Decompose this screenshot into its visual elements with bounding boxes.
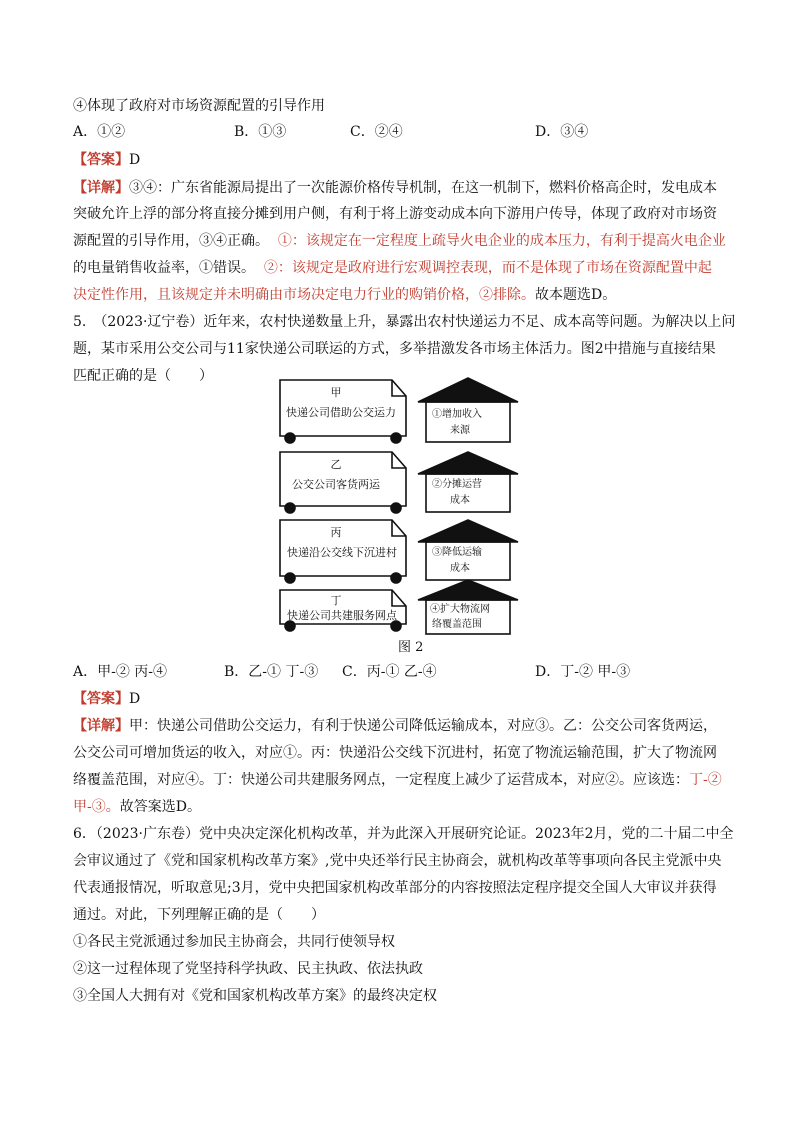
q6-stem-line-1: 6．（2023·广东卷）党中央决定深化机构改革，并为此深入开展研究论证。2023年2月，党的二十届二中全 — [73, 826, 734, 842]
q6-stem-line-4: 通过。对此，下列理解正确的是（ ） — [73, 907, 325, 923]
detail-text-highlight: ②：该规定是政府进行宏观调控表现，而不是体现了市场在资源配置中起 — [263, 260, 712, 276]
detail-text-highlight: 丁-② — [689, 772, 722, 788]
house-4-line-2: 络覆盖范围 — [432, 619, 482, 630]
truck-1-name: 甲 — [330, 386, 342, 399]
q5-option-a: A．甲-② 丙-④ — [73, 664, 168, 680]
detail-tag: 【详解】 — [73, 718, 129, 734]
detail-text: 故答案选D。 — [119, 799, 201, 815]
detail-tag: 【详解】 — [73, 180, 129, 196]
truck-2-text: 公交公司客货两运 — [292, 478, 380, 491]
q6-statement-3: ③全国人大拥有对《党和国家机构改革方案》的最终决定权 — [73, 988, 437, 1004]
q4-option-b: B．①③ — [234, 124, 287, 140]
figure-caption: 图 2 — [398, 640, 424, 655]
truck-1-text: 快递公司借助公交运力 — [286, 406, 396, 419]
truck-3-name: 丙 — [330, 526, 342, 539]
detail-text: 的电量销售收益率，①错误。 — [73, 260, 255, 276]
q4-statement-4: ④体现了政府对市场资源配置的引导作用 — [73, 98, 325, 114]
detail-text: 故本题选D。 — [535, 287, 617, 303]
q5-option-d: D．丁-② 甲-③ — [535, 664, 631, 680]
q4-answer — [73, 150, 733, 170]
q5-stem-line-3: 匹配正确的是（ ） — [73, 368, 213, 384]
truck-4-name: 丁 — [330, 594, 342, 607]
house-2-line-2: 成本 — [450, 495, 470, 506]
q4-detail-line-1 — [73, 178, 733, 198]
house-1-line-1: ①增加收入 — [432, 409, 482, 420]
q5-detail-line-3 — [73, 770, 733, 790]
q4-option-c: C．②④ — [350, 124, 403, 140]
q4-detail-line-3 — [73, 231, 733, 251]
q6-stem-line-3: 代表通报情况，听取意见;3月，党中央把国家机构改革部分的内容按照法定程序提交全国人大审议并获得 — [73, 880, 717, 896]
q4-detail-line-5 — [73, 285, 733, 305]
detail-text-highlight: 甲-③。 — [73, 799, 120, 815]
truck-3-text: 快递沿公交线下沉进村 — [287, 546, 397, 559]
house-3-line-2: 成本 — [450, 563, 470, 574]
house-4-line-1: ④扩大物流网 — [430, 604, 490, 615]
answer-value: D — [129, 152, 141, 168]
q5-detail-line-2: 公交公司可增加货运的收入，对应①。丙：快递沿公交线下沉进村，拓宽了物流运输范围，扩大了物流网 — [73, 745, 717, 761]
q4-option-a: A．①② — [73, 124, 126, 140]
detail-text-highlight: 决定性作用，且该规定并未明确由市场决定电力行业的购销价格，②排除。 — [73, 287, 535, 303]
q4-detail-line-2: 突破允许上浮的部分将直接分摊到用户侧，有利于将上游变动成本向下游用户传导，体现了政府对市场资 — [73, 206, 717, 222]
detail-text-highlight: ①：该规定在一定程度上疏导火电企业的成本压力，有利于提高火电企业 — [277, 233, 726, 249]
detail-text: 络覆盖范围，对应④。丁：快递公司共建服务网点，一定程度上减少了运营成本，对应②。应该选： — [73, 772, 689, 788]
detail-text: ③④：广东省能源局提出了一次能源价格传导机制，在这一机制下，燃料价格高企时，发电成本 — [129, 180, 717, 196]
answer-value: D — [129, 691, 141, 707]
figure-2 — [274, 372, 522, 654]
detail-text: 甲：快递公司借助公交运力，有利于快递公司降低运输成本，对应③。乙：公交公司客货两运， — [129, 718, 717, 734]
truck-2-name: 乙 — [330, 458, 342, 471]
q5-stem-line-1: 5. （2023·辽宁卷）近年来，农村快递数量上升，暴露出农村快递运力不足、成本高等问题。为解决以上问 — [73, 314, 736, 330]
q6-stem-line-2: 会审议通过了《党和国家机构改革方案》,党中央还举行民主协商会，就机构改革等事项向各民主党派中央 — [73, 853, 722, 869]
q5-option-c: C．丙-① 乙-④ — [342, 664, 437, 680]
q5-answer — [73, 689, 733, 709]
house-3-line-1: ③降低运输 — [432, 547, 482, 558]
q6-statement-1: ①各民主党派通过参加民主协商会，共同行使领导权 — [73, 934, 395, 950]
q5-detail-line-4 — [73, 797, 733, 817]
house-2-line-1: ②分摊运营 — [432, 479, 482, 490]
answer-tag: 【答案】 — [73, 152, 129, 168]
q6-statement-2: ②这一过程体现了党坚持科学执政、民主执政、依法执政 — [73, 961, 423, 977]
house-1-line-2: 来源 — [450, 425, 470, 436]
answer-tag: 【答案】 — [73, 691, 129, 707]
q5-option-b: B．乙-① 丁-③ — [224, 664, 319, 680]
detail-text: 源配置的引导作用，③④正确。 — [73, 233, 269, 249]
truck-4-text: 快递公司共建服务网点 — [287, 609, 397, 622]
q5-stem-line-2: 题，某市采用公交公司与11家快递公司联运的方式，多举措激发各市场主体活力。图2中措施与直接结果 — [73, 341, 716, 357]
q4-detail-line-4 — [73, 258, 733, 278]
q5-detail-line-1 — [73, 716, 733, 736]
q4-option-d: D．③④ — [535, 124, 589, 140]
